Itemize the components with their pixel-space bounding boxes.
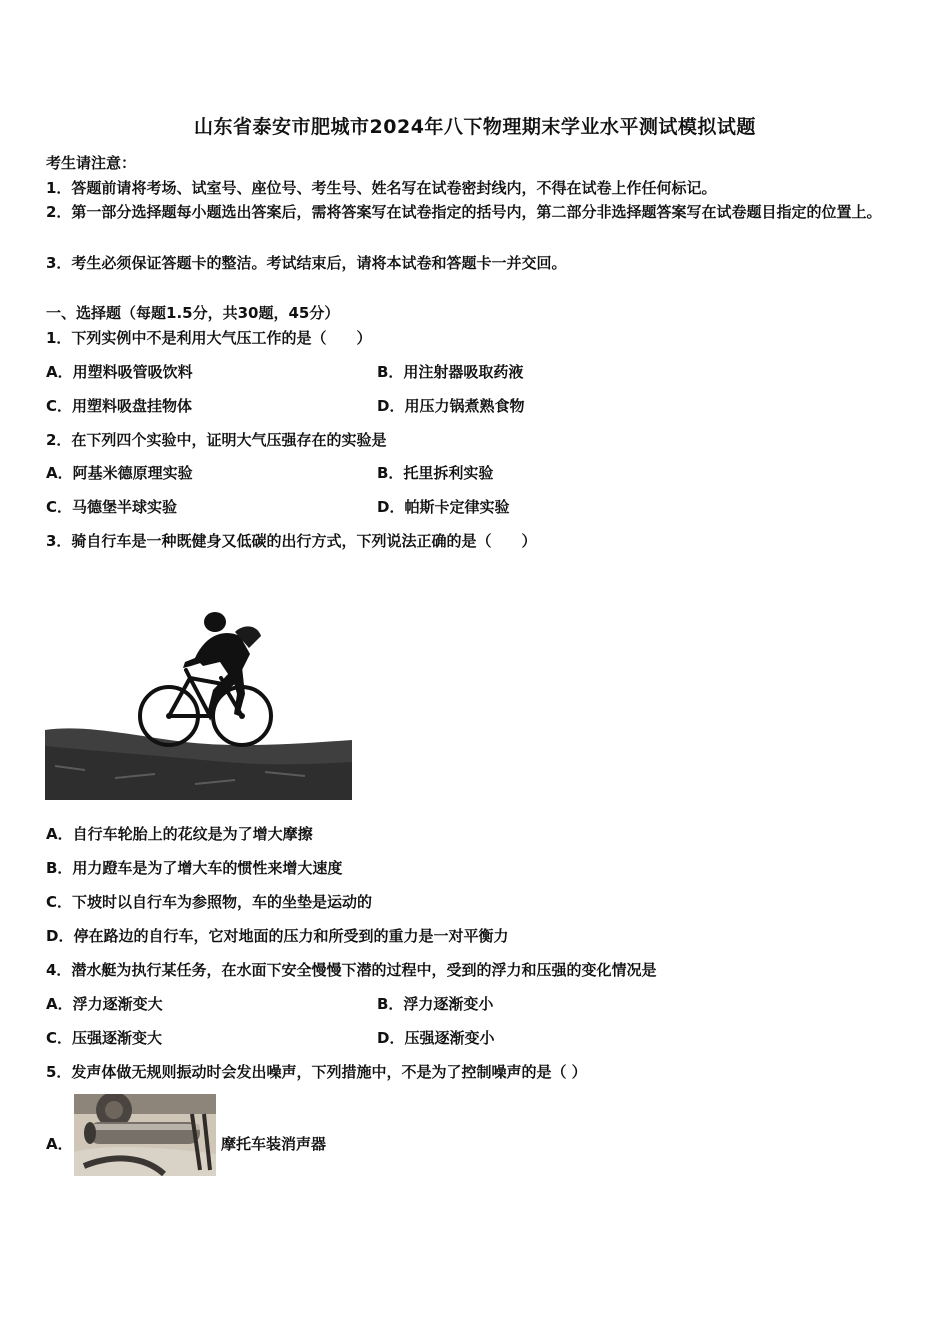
motorcycle-muffler-photo: [74, 1094, 216, 1176]
question-2-option-d: D．帕斯卡定律实验: [377, 498, 510, 516]
cyclist-photo: [45, 566, 352, 800]
page-title: 山东省泰安市肥城市2024年八下物理期末学业水平测试模拟试题: [194, 116, 756, 138]
section-heading: 一、选择题（每题1.5分，共30题，45分）: [46, 304, 340, 322]
question-4-option-a: A．浮力逐渐变大: [46, 995, 163, 1013]
question-4-option-d: D．压强逐渐变小: [377, 1029, 495, 1047]
notice-item-3: 3．考生必须保证答题卡的整洁。考试结束后，请将本试卷和答题卡一并交回。: [46, 254, 567, 272]
question-1-option-d: D．用压力锅煮熟食物: [377, 397, 525, 415]
question-4-option-b: B．浮力逐渐变小: [377, 995, 494, 1013]
question-1-stem: 1．下列实例中不是利用大气压工作的是（ ）: [46, 329, 372, 347]
notice-item-1: 1．答题前请将考场、试室号、座位号、考生号、姓名写在试卷密封线内，不得在试卷上作任何标记。: [46, 179, 717, 197]
question-1-option-c: C．用塑料吸盘挂物体: [46, 397, 193, 415]
question-3-option-c: C．下坡时以自行车为参照物，车的坐垫是运动的: [46, 893, 373, 911]
question-1-option-a: A．用塑料吸管吸饮料: [46, 363, 193, 381]
question-4-option-c: C．压强逐渐变大: [46, 1029, 163, 1047]
question-2-option-c: C．马德堡半球实验: [46, 498, 178, 516]
notice-item-2: 2．第一部分选择题每小题选出答案后，需将答案写在试卷指定的括号内，第二部分非选择题答案写在试卷题目指定的位置上。: [46, 203, 882, 221]
question-5-option-a-text: 摩托车装消声器: [221, 1135, 327, 1153]
question-2-stem: 2．在下列四个实验中，证明大气压强存在的实验是: [46, 431, 387, 449]
question-4-stem: 4．潜水艇为执行某任务，在水面下安全慢慢下潜的过程中，受到的浮力和压强的变化情况是: [46, 961, 657, 979]
question-5-option-a-letter: A．: [46, 1135, 73, 1153]
question-3-stem: 3．骑自行车是一种既健身又低碳的出行方式，下列说法正确的是（ ）: [46, 532, 537, 550]
question-3-option-b: B．用力蹬车是为了增大车的惯性来增大速度: [46, 859, 343, 877]
question-2-option-a: A．阿基米德原理实验: [46, 464, 193, 482]
question-3-option-d: D．停在路边的自行车，它对地面的压力和所受到的重力是一对平衡力: [46, 927, 509, 945]
notice-heading: 考生请注意：: [46, 154, 137, 172]
question-5-stem: 5．发声体做无规则振动时会发出噪声，下列措施中，不是为了控制噪声的是（ ）: [46, 1063, 587, 1081]
question-3-option-a: A．自行车轮胎上的花纹是为了增大摩擦: [46, 825, 313, 843]
question-2-option-b: B．托里拆利实验: [377, 464, 494, 482]
question-1-option-b: B．用注射器吸取药液: [377, 363, 524, 381]
